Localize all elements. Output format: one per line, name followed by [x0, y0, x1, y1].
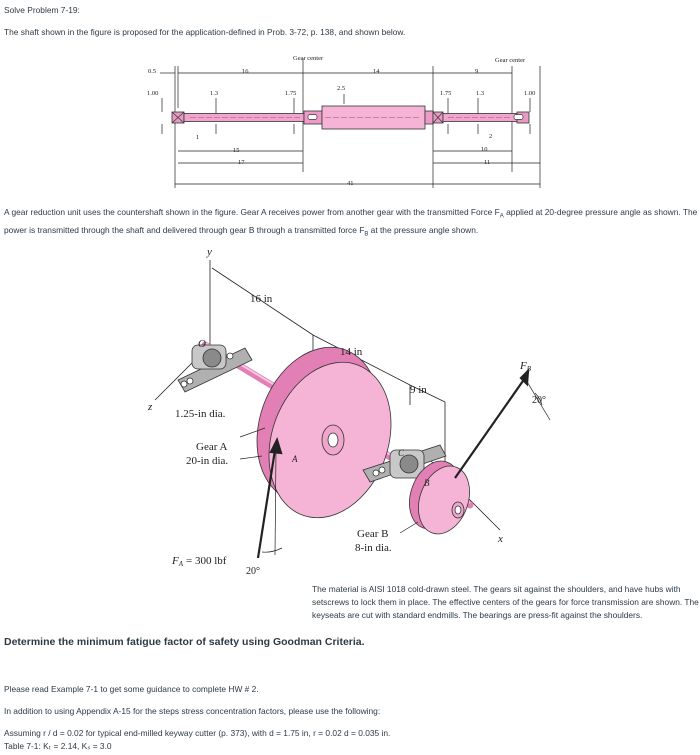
z-label: z — [148, 401, 153, 413]
note-table: Table 7-1: Kₜ = 2.14, Kₛ = 3.0 — [4, 741, 112, 751]
dia-25: 2.5 — [337, 85, 346, 92]
note-assumption: Assuming r / d = 0.02 for typical end-milled keyway cutter (p. 373), with d = 1.75 in, r = 0.02 d = 0.035 in. — [4, 728, 391, 738]
gear-b-dia: 8-in dia. — [355, 542, 392, 554]
dim-9-in: 9 in — [410, 384, 427, 396]
dia-175-right: 1.75 — [440, 90, 452, 97]
point-a: A — [292, 454, 298, 464]
dim-16-in: 16 in — [250, 293, 273, 305]
y-label: y — [207, 246, 212, 258]
x-label: x — [498, 533, 503, 545]
dia-100-right: 1.00 — [524, 90, 536, 97]
dim-05: 0.5 — [148, 68, 157, 75]
angle-20-right: 20° — [532, 395, 546, 406]
fb-label: FB — [520, 360, 532, 373]
dim-15: 15 — [233, 147, 240, 154]
angle-20-bottom: 20° — [246, 566, 260, 577]
o-label: O — [198, 338, 206, 350]
gear-a-dia: 20-in dia. — [186, 455, 229, 467]
dim-9: 9 — [475, 68, 479, 75]
countershaft-3d-figure — [0, 240, 700, 580]
note-example: Please read Example 7-1 to get some guidance to complete HW # 2. — [4, 684, 259, 694]
dim-16: 16 — [242, 68, 249, 75]
dia-13-left: 1.3 — [210, 90, 219, 97]
dim-14-in: 14 in — [340, 346, 363, 358]
dim-17: 17 — [238, 159, 245, 166]
dim-10: 10 — [481, 146, 488, 153]
gear-a-label: Gear A — [196, 441, 228, 453]
gear-b-label: Gear B — [357, 528, 389, 540]
shaft-dia-label: 1.25-in dia. — [175, 408, 226, 420]
dia-13-right: 1.3 — [476, 90, 485, 97]
fa-label: FA = 300 lbf — [172, 555, 227, 568]
problem-title: Solve Problem 7-19: — [4, 5, 80, 15]
note-appendix: In addition to using Appendix A-15 for the steps stress concentration factors, please use the following: — [4, 706, 381, 716]
gear-center-left-label: Gear center — [293, 55, 324, 62]
dia-100-left: 1.00 — [147, 90, 159, 97]
dim-41: 41 — [347, 180, 354, 187]
material-paragraph: The material is AISI 1018 cold-drawn steel. The gears sit against the shoulders, and have hubs with setscrews to lock them in place. The effective centers of the gears for force transmission are shown. The keyseats are cut with standard endmills. The bearings are press-fit against the shoulders. — [312, 584, 699, 620]
point-c: C — [398, 448, 405, 458]
gear-a — [236, 330, 412, 535]
point-b: B — [424, 478, 430, 488]
task-heading: Determine the minimum fatigue factor of safety using Goodman Criteria. — [4, 636, 365, 648]
dim-11: 11 — [484, 159, 491, 166]
gear-center-right-label: Gear center — [495, 57, 526, 64]
dim-14: 14 — [373, 68, 380, 75]
dim-2: 2 — [489, 133, 493, 140]
dia-175-left: 1.75 — [285, 90, 297, 97]
problem-intro: The shaft shown in the figure is proposed for the application-defined in Prob. 3-72, p. 138, and shown below. — [4, 27, 406, 37]
dim-1: 1 — [196, 134, 200, 141]
reduction-unit-paragraph: A gear reduction unit uses the countershaft shown in the figure. Gear A receives power from another gear with the transmitted Force $F_A$ applied at 20-degree pressure angle as shown. The power is transmitted through the shaft and delivered through gear B through a transmitted force $F_B$ at the pressure angle shown. — [4, 207, 698, 238]
